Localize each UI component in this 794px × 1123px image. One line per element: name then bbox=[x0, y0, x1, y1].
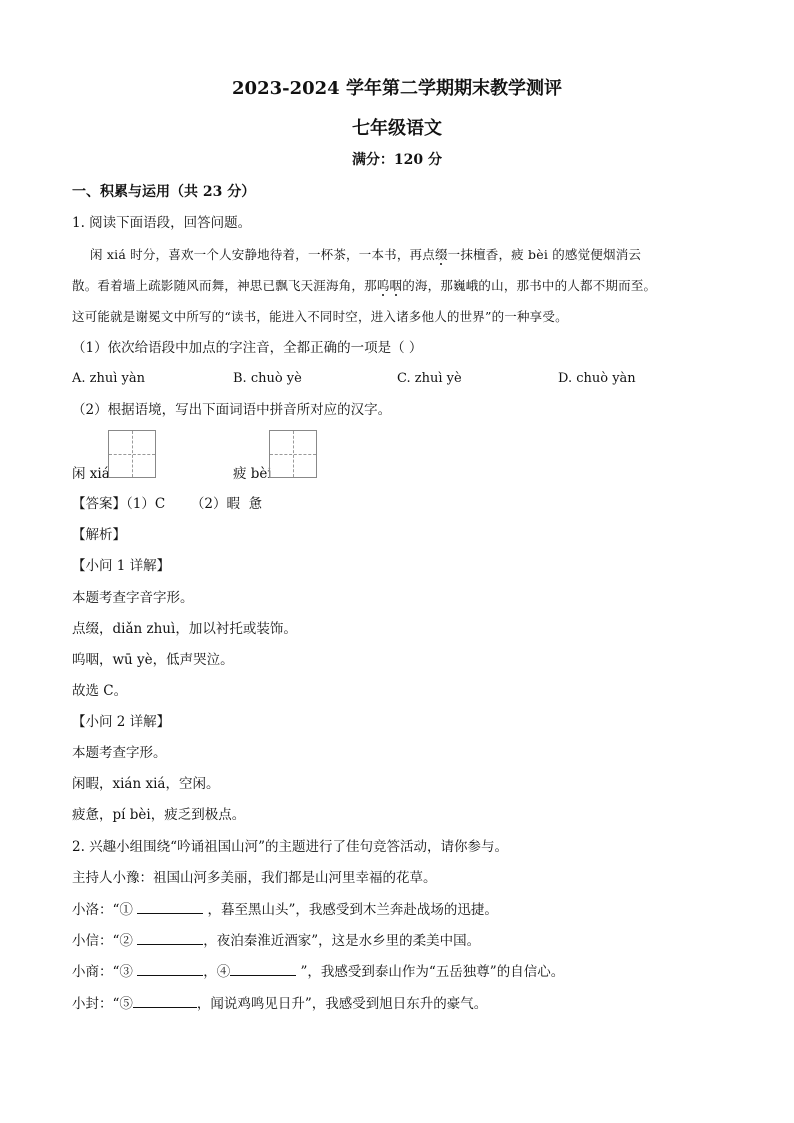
line-text: ”，我感受到泰山作为“五岳独尊”的自信心。 bbox=[300, 964, 565, 980]
detail-2-label: 【小问 2 详解】 bbox=[72, 714, 171, 730]
analysis-label: 【解析】 bbox=[72, 527, 126, 543]
question-2-prompt: 2. 兴趣小组围绕“吟诵祖国山河”的主题进行了佳句竞答活动，请你参与。 bbox=[72, 839, 508, 855]
option-a: A. zhuì yàn bbox=[72, 371, 146, 386]
detail-2-line: 疲惫，pí bèi，疲乏到极点。 bbox=[72, 807, 246, 823]
exam-score: 满分：120 分 bbox=[351, 152, 443, 168]
dotted-char: 咽 bbox=[389, 278, 403, 293]
exam-title: 2023-2024 学年第二学期期末教学测评 bbox=[232, 78, 562, 99]
answer-line-shang bbox=[72, 961, 564, 982]
detail-1-line: 本题考查字音字形。 bbox=[72, 590, 194, 606]
answer-label: 【答案】 bbox=[72, 496, 126, 512]
line-text: ，暮至黑山头”，我感受到木兰奔赴战场的迅捷。 bbox=[207, 902, 498, 918]
line-text: 小商：“③ bbox=[72, 964, 133, 980]
fill-blank-2[interactable] bbox=[137, 930, 203, 945]
detail-1-line: 呜咽，wū yè，低声哭泣。 bbox=[72, 652, 234, 668]
passage-line-1 bbox=[90, 245, 641, 265]
passage-text: 散。看着墙上疏影随风而舞，神思已飘飞天涯海角，那 bbox=[72, 278, 377, 293]
detail-1-line: 故选 C。 bbox=[72, 683, 128, 699]
host-line: 主持人小豫：祖国山河多美丽，我们都是山河里幸福的花草。 bbox=[72, 870, 437, 886]
fill-blank-1[interactable] bbox=[137, 899, 203, 914]
option-c: C. zhuì yè bbox=[397, 371, 462, 386]
word-1-label: 闲 xiá bbox=[72, 466, 110, 482]
fill-blank-4[interactable] bbox=[230, 961, 296, 976]
fill-blank-5[interactable] bbox=[133, 993, 197, 1008]
answer-line-luo bbox=[72, 899, 498, 920]
detail-2-line: 本题考查字形。 bbox=[72, 745, 167, 761]
dotted-char: 缀 bbox=[434, 247, 448, 262]
exam-subject: 七年级语文 bbox=[352, 118, 442, 139]
option-b: B. chuò yè bbox=[233, 371, 302, 386]
sub-question-2: （2）根据语境，写出下面词语中拼音所对应的汉字。 bbox=[72, 402, 392, 418]
answer-line-feng bbox=[72, 993, 487, 1014]
answer-text: （1）C （2）暇 惫 bbox=[126, 496, 263, 512]
section-heading: 一、积累与运用（共 23 分） bbox=[72, 184, 256, 200]
answer-line bbox=[72, 494, 262, 514]
line-text: ，④ bbox=[203, 964, 231, 980]
line-text: 小封：“⑤ bbox=[72, 996, 133, 1012]
passage-line-3: 这可能就是谢冕文中所写的“读书，能进入不同时空，进入诸多他人的世界”的一种享受。 bbox=[72, 309, 568, 324]
line-text: 小洛：“① bbox=[72, 902, 133, 918]
fill-blank-3[interactable] bbox=[137, 961, 203, 976]
detail-2-line: 闲暇，xián xiá，空闲。 bbox=[72, 776, 220, 792]
passage-text: 闲 xiá 时分，喜欢一个人安静地待着，一杯茶，一本书，再点 bbox=[90, 247, 435, 262]
answer-line-xin bbox=[72, 930, 480, 951]
passage-text: 一抹檀香，疲 bèi 的感觉便烟消云 bbox=[447, 247, 642, 262]
detail-1-label: 【小问 1 详解】 bbox=[72, 558, 171, 574]
writing-grid-box-1 bbox=[108, 430, 156, 478]
question-1-prompt: 1. 阅读下面语段，回答问题。 bbox=[72, 215, 252, 231]
sub-question-1: （1）依次给语段中加点的字注音，全都正确的一项是（ ） bbox=[72, 340, 423, 356]
option-d: D. chuò yàn bbox=[558, 371, 636, 386]
word-2-label: 疲 bèi bbox=[233, 466, 272, 482]
passage-text: 的海，那巍峨的山，那书中的人都不期而至。 bbox=[402, 278, 657, 293]
line-text: 小信：“② bbox=[72, 933, 133, 949]
detail-1-line: 点缀，diǎn zhuì，加以衬托或装饰。 bbox=[72, 621, 297, 637]
writing-grid-box-2 bbox=[269, 430, 317, 478]
dotted-char: 呜 bbox=[376, 278, 390, 293]
line-text: ，夜泊秦淮近酒家”，这是水乡里的柔美中国。 bbox=[203, 933, 481, 949]
line-text: ，闻说鸡鸣见日升”，我感受到旭日东升的豪气。 bbox=[196, 996, 488, 1012]
passage-line-2 bbox=[72, 276, 656, 296]
